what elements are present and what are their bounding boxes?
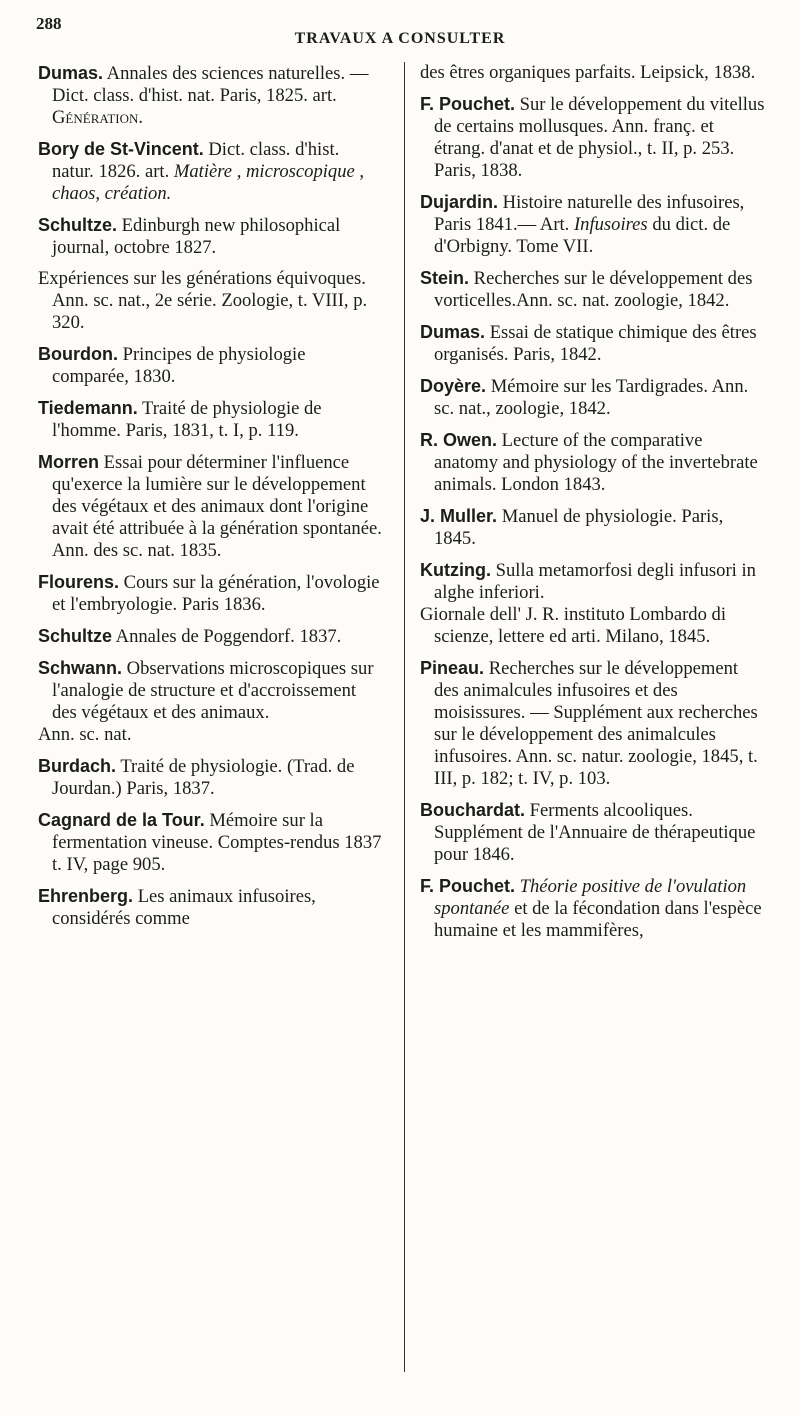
entry-text: Essai pour déterminer l'influence qu'exerce la lumière sur le développement des végétaux et des animaux dont l'origine avait été attribuée à la génération spontanée. Ann. des sc. nat. 1835. — [52, 452, 382, 561]
bibliography-entry — [38, 571, 383, 616]
entry-text-line2: Ann. sc. nat. — [38, 724, 132, 745]
bibliography-entry — [420, 375, 765, 420]
entry-text: et de la fécondation dans l'espèce humaine et les mammifères, — [434, 898, 762, 941]
entry-text: Dict. class. d'hist. natur. 1826. art. — [52, 139, 340, 182]
entry-author: Dumas. — [38, 63, 104, 83]
entry-italic-title: Matière , microscopique , chaos, création. — [52, 161, 365, 204]
bibliography-entry — [420, 93, 765, 182]
entry-text: Manuel de physiologie. Paris, 1845. — [434, 506, 724, 549]
entry-text: Expériences sur les générations équivoques. Ann. sc. nat., 2e série. Zoologie, t. VIII, p. 320. — [38, 268, 368, 333]
entry-author: F. Pouchet. — [420, 876, 516, 896]
right-column — [420, 62, 765, 951]
entry-author: Dujardin. — [420, 192, 499, 212]
entry-author: Bory de St-Vincent. — [38, 139, 204, 159]
bibliography-entry — [420, 505, 765, 550]
entry-author: F. Pouchet. — [420, 94, 516, 114]
entry-text: Edinburgh new philosophical journal, octobre 1827. — [52, 215, 341, 258]
entry-text: Sulla metamorfosi degli infusori in alghe inferiori. — [434, 560, 756, 603]
bibliography-entry — [420, 559, 765, 648]
bibliography-entry — [38, 657, 383, 746]
entry-text: Recherches sur le développement des animalcules infusoires et des moisissures. — Supplément aux recherches sur le développement des animalcules infusoires. Ann. sc. natur. zoologie, 1845, t. III, p. 182; t. IV, p. 103. — [434, 658, 758, 789]
entry-text: Essai de statique chimique des êtres organisés. Paris, 1842. — [434, 322, 757, 365]
bibliography-entry — [38, 214, 383, 259]
entry-author: Schwann. — [38, 658, 123, 678]
entry-author: R. Owen. — [420, 430, 498, 450]
entry-author: Burdach. — [38, 756, 117, 776]
entry-text: Mémoire sur les Tardigrades. Ann. sc. nat., zoologie, 1842. — [434, 376, 749, 419]
entry-text: Les animaux infusoires, considérés comme — [52, 886, 316, 929]
entry-text: Lecture of the comparative anatomy and physiology of the invertebrate animals. London 1843. — [434, 430, 758, 495]
entry-text: Histoire naturelle des infusoires, Paris 1841.— Art. — [434, 192, 745, 235]
left-column — [38, 62, 383, 939]
bibliography-entry — [38, 809, 383, 876]
bibliography-entry — [38, 755, 383, 800]
entry-text-tail: du dict. de d'Orbigny. Tome VII. — [434, 214, 731, 257]
bibliography-entry — [38, 885, 383, 930]
entry-text: Traité de physiologie. (Trad. de Jourdan.) Paris, 1837. — [52, 756, 355, 799]
entry-author: Doyère. — [420, 376, 487, 396]
entry-italic-title: Infusoires — [573, 214, 648, 235]
entry-text: Traité de physiologie de l'homme. Paris, 1831, t. I, p. 119. — [52, 398, 322, 441]
bibliography-entry — [420, 429, 765, 496]
entry-author: Pineau. — [420, 658, 485, 678]
entry-text: Ferments alcooliques. Supplément de l'Annuaire de thérapeutique pour 1846. — [434, 800, 756, 865]
bibliography-entry — [420, 321, 765, 366]
entry-author: Dumas. — [420, 322, 486, 342]
bibliography-entry — [38, 62, 383, 129]
bibliography-entry — [38, 451, 383, 562]
bibliography-entry — [38, 397, 383, 442]
bibliography-entry — [420, 657, 765, 790]
entry-author: Cagnard de la Tour. — [38, 810, 205, 830]
entry-author: Ehrenberg. — [38, 886, 134, 906]
entry-author: Bourdon. — [38, 344, 118, 364]
bibliography-entry — [420, 267, 765, 312]
entry-text: Annales de Poggendorf. 1837. — [115, 626, 342, 647]
bibliography-entry — [420, 191, 765, 258]
entry-text: Cours sur la génération, l'ovologie et l'embryologie. Paris 1836. — [52, 572, 380, 615]
bibliography-entry — [38, 268, 383, 334]
bibliography-entry — [420, 799, 765, 866]
entry-text-tail: Génération. — [52, 107, 144, 128]
bibliography-entry — [420, 62, 765, 84]
entry-text: Sur le développement du vitellus de certains mollusques. Ann. franç. et étrang. d'anat et de physiol., t. II, p. 253. Paris, 1838. — [434, 94, 765, 181]
entry-text-line2: Giornale dell' J. R. instituto Lombardo di scienze, lettere ed arti. Milano, 1845. — [420, 604, 726, 647]
entry-author: Bouchardat. — [420, 800, 526, 820]
entry-author: Flourens. — [38, 572, 120, 592]
entry-text: Annales des sciences naturelles. — Dict. class. d'hist. nat. Paris, 1825. art. — [52, 63, 369, 106]
page-number: 288 — [36, 14, 62, 33]
entry-author: Schultze. — [38, 215, 118, 235]
running-header: TRAVAUX A CONSULTER — [294, 30, 506, 47]
entry-text: des êtres organiques parfaits. Leipsick, 1838. — [420, 62, 756, 83]
column-divider — [404, 62, 405, 1372]
entry-italic-title: Théorie positive de l'ovulation spontanée — [434, 876, 747, 919]
bibliography-entry — [420, 875, 765, 942]
entry-text: Recherches sur le développement des vorticelles.Ann. sc. nat. zoologie, 1842. — [434, 268, 753, 311]
bibliography-entry — [38, 343, 383, 388]
entry-author: Schultze — [38, 626, 113, 646]
entry-text: Observations microscopiques sur l'analogie de structure et d'accroissement des végétaux et des animaux. — [52, 658, 374, 723]
entry-author: Tiedemann. — [38, 398, 138, 418]
bibliography-entry — [38, 138, 383, 205]
entry-author: Morren — [38, 452, 100, 472]
entry-author: Kutzing. — [420, 560, 491, 580]
entry-text: Principes de physiologie comparée, 1830. — [52, 344, 306, 387]
bibliography-entry — [38, 625, 383, 648]
entry-author: Stein. — [420, 268, 470, 288]
entry-text: Mémoire sur la fermentation vineuse. Comptes-rendus 1837 t. IV, page 905. — [52, 810, 382, 875]
entry-author: J. Muller. — [420, 506, 498, 526]
